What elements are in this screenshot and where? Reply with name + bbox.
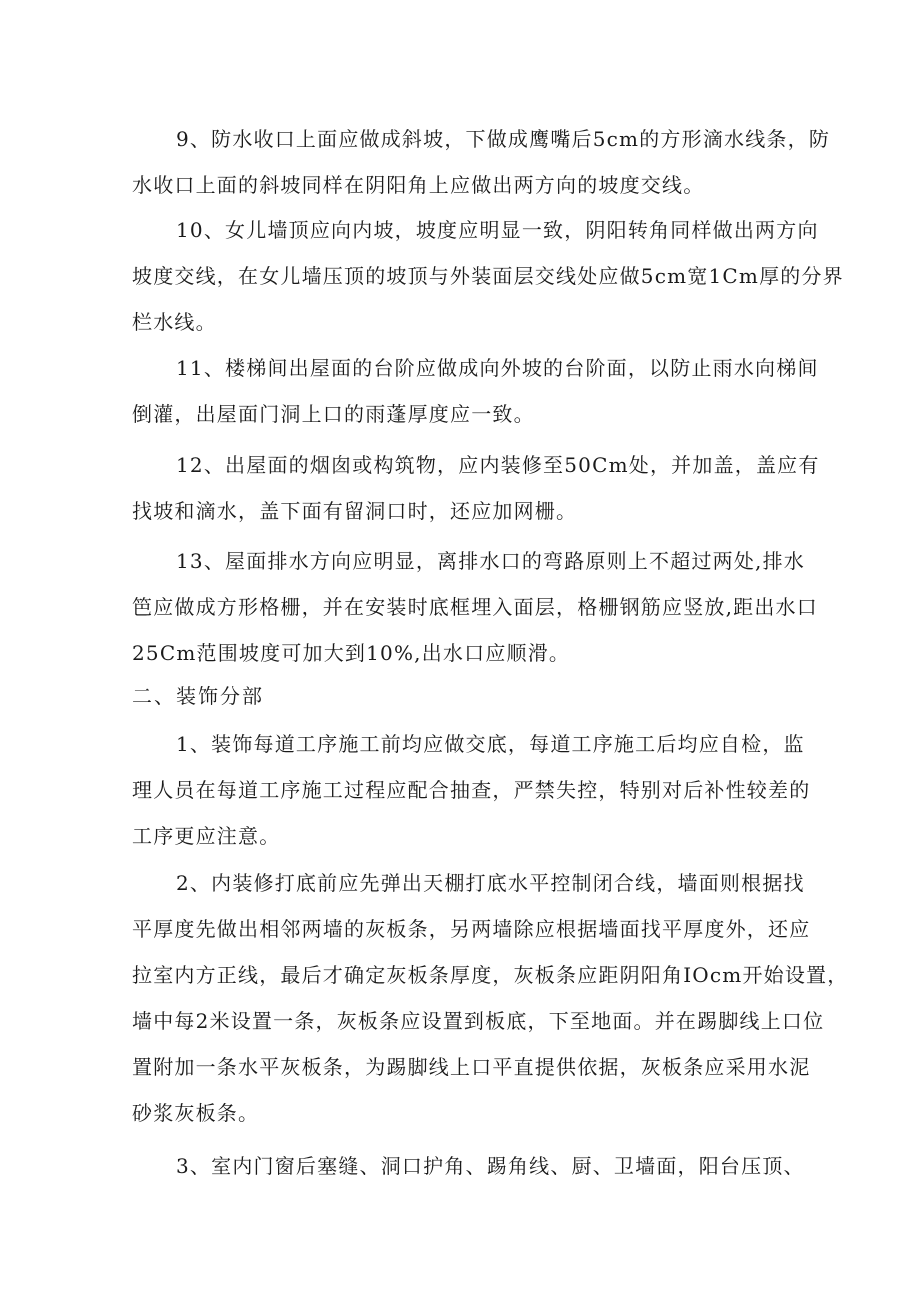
paragraph-item-10 xyxy=(132,207,844,345)
paragraph-item-12 xyxy=(132,442,820,534)
text-line: 倒灌，出屋面门洞上口的雨蓬厚度应一致。 xyxy=(132,402,535,426)
text-line: 9、防水收口上面应做成斜坡，下做成鹰嘴后5cm的方形滴水线条，防 xyxy=(176,127,831,151)
paragraph-decor-item-2 xyxy=(132,860,849,1136)
text-line: 理人员在每道工序施工过程应配合抽查，严禁失控，特别对后补性较差的 xyxy=(132,778,811,802)
text-line: 砂浆灰板条。 xyxy=(132,1101,260,1125)
text-line: 拉室内方正线，最后才确定灰板条厚度，灰板条应距阴阳角IOcm开始设置， xyxy=(132,963,849,987)
text-line: 12、出屋面的烟囱或构筑物，应内装修至50Cm处，并加盖，盖应有 xyxy=(176,453,820,477)
text-line: 工序更应注意。 xyxy=(132,824,281,848)
text-line: 笆应做成方形格栅，并在安装时底框埋入面层，格栅钢筋应竖放,距出水口 xyxy=(132,595,818,619)
section-title: 二、装饰分部 xyxy=(132,684,264,708)
text-line: 平厚度先做出相邻两墙的灰板条，另两墙除应根据墙面找平厚度外，还应 xyxy=(132,917,811,941)
text-line: 置附加一条水平灰板条，为踢脚线上口平直提供依据，灰板条应采用水泥 xyxy=(132,1055,811,1079)
paragraph-item-13 xyxy=(132,538,818,676)
text-line: 墙中每2米设置一条，灰板条应设置到板底，下至地面。并在踢脚线上口位 xyxy=(132,1009,825,1033)
text-line: 栏水线。 xyxy=(132,310,217,334)
text-line: 找坡和滴水，盖下面有留洞口时，还应加网栅。 xyxy=(132,499,578,523)
text-line: 坡度交线，在女儿墙压顶的坡顶与外装面层交线处应做5cm宽1Cm厚的分界 xyxy=(132,264,844,288)
paragraph-item-11 xyxy=(132,345,819,437)
paragraph-item-9 xyxy=(132,116,831,208)
section-heading xyxy=(132,673,792,719)
text-line: 2、内装修打底前应先弹出天棚打底水平控制闭合线，墙面则根据找 xyxy=(176,871,805,895)
text-line: 3、室内门窗后塞缝、洞口护角、踢角线、厨、卫墙面，阳台压顶、 xyxy=(176,1154,805,1178)
text-line: 水收口上面的斜坡同样在阴阳角上应做出两方向的坡度交线。 xyxy=(132,173,705,197)
text-line: 11、楼梯间出屋面的台阶应做成向外坡的台阶面，以防止雨水向梯间 xyxy=(176,356,819,380)
paragraph-decor-item-1 xyxy=(132,721,811,859)
paragraph-decor-item-3 xyxy=(132,1143,805,1189)
text-line: 25Cm范围坡度可加大到10%,出水口应顺滑。 xyxy=(132,641,571,665)
text-line: 13、屋面排水方向应明显，离排水口的弯路原则上不超过两处,排水 xyxy=(176,549,806,573)
text-line: 10、女儿墙顶应向内坡，坡度应明显一致，阴阳转角同样做出两方向 xyxy=(176,218,819,242)
text-line: 1、装饰每道工序施工前均应做交底，每道工序施工后均应自检，监 xyxy=(176,732,805,756)
